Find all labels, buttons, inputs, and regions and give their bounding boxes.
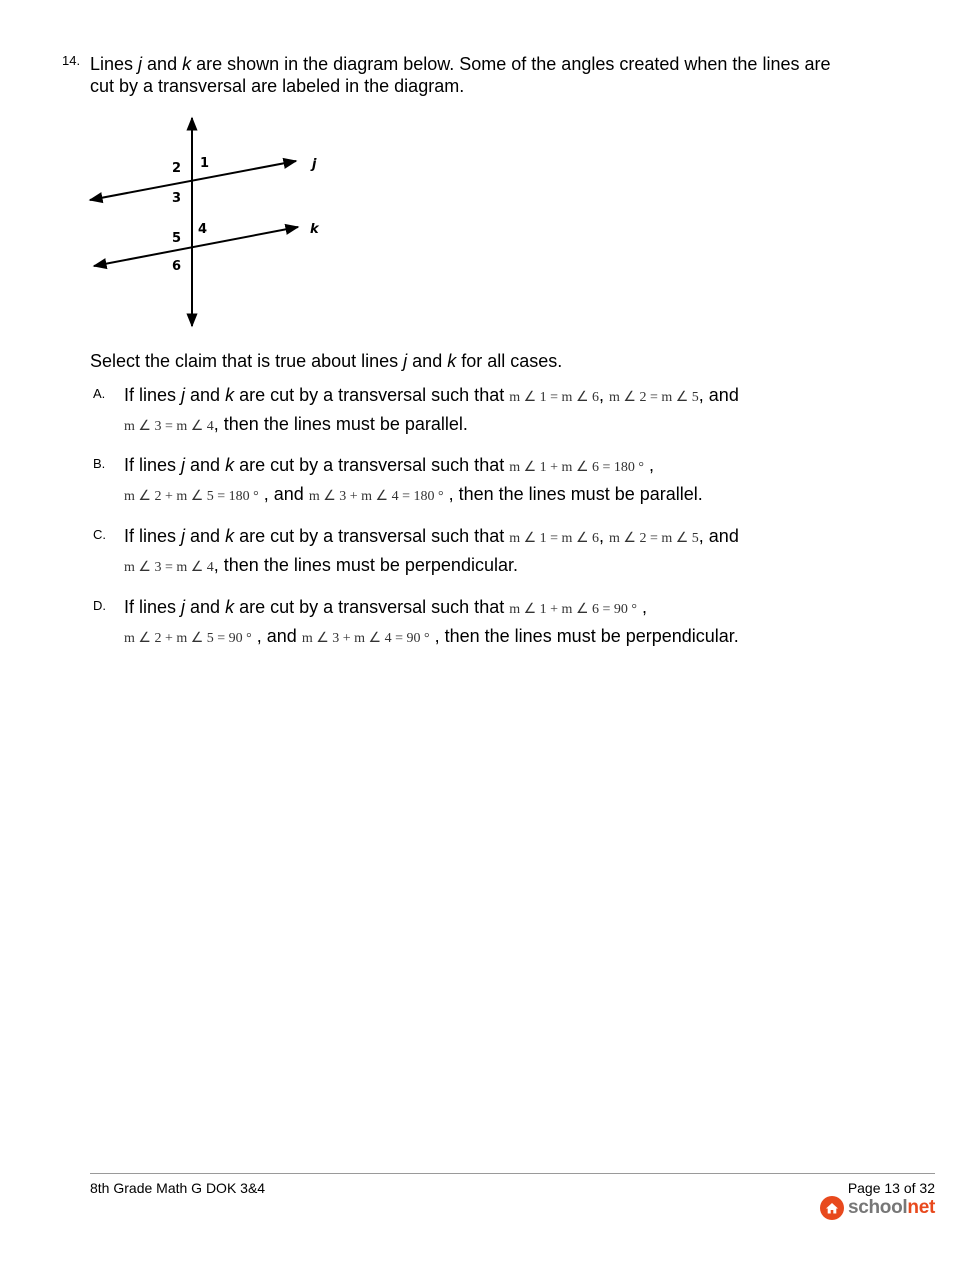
footer-divider [90, 1173, 935, 1174]
angle-label-1: 1 [200, 156, 210, 171]
question-stem: Lines j and k are shown in the diagram below. Some of the angles created when the lines are cut by a transversal are labeled in the diagram. [90, 54, 831, 96]
question-number: 14. [62, 53, 81, 68]
angle-label-4: 4 [198, 222, 208, 237]
option-b[interactable]: If lines j and k are cut by a transversal such that m ∠ 1 + m ∠ 6 = 180 ° , m ∠ 2 + m ∠ 5 = 180 ° , and m ∠ 3 + m ∠ 4 = 180 ° , then the lines must be parallel. [124, 455, 703, 504]
angle-label-5: 5 [172, 231, 182, 246]
angle-label-3: 3 [172, 191, 182, 206]
angle-label-6: 6 [172, 259, 182, 274]
footer-title: 8th Grade Math G DOK 3&4 [90, 1180, 266, 1196]
option-c[interactable]: If lines j and k are cut by a transversal such that m ∠ 1 = m ∠ 6, m ∠ 2 = m ∠ 5, and m ∠ 3 = m ∠ 4, then the lines must be perpendicular. [124, 526, 739, 575]
line-label-j: j [312, 157, 317, 172]
logo-text-school: school [847, 1197, 908, 1218]
option-d-letter: D. [93, 598, 106, 613]
option-b-letter: B. [93, 456, 106, 471]
logo-text-net: net [907, 1197, 935, 1218]
option-a[interactable]: If lines j and k are cut by a transversal such that m ∠ 1 = m ∠ 6, m ∠ 2 = m ∠ 5, and m ∠ 3 = m ∠ 4, then the lines must be parallel. [124, 385, 739, 434]
schoolnet-logo [820, 1196, 935, 1220]
house-icon [820, 1196, 844, 1220]
angle-label-2: 2 [172, 161, 182, 176]
question-prompt: Select the claim that is true about lines j and k for all cases. [90, 351, 563, 371]
option-c-letter: C. [93, 527, 106, 542]
option-d[interactable]: If lines j and k are cut by a transversal such that m ∠ 1 + m ∠ 6 = 90 ° , m ∠ 2 + m ∠ 5 = 90 ° , and m ∠ 3 + m ∠ 4 = 90 ° , then the lines must be perpendicular. [124, 597, 739, 646]
line-k [94, 227, 298, 266]
option-a-letter: A. [93, 386, 106, 401]
transversal-diagram [80, 112, 340, 334]
line-label-k: k [310, 222, 319, 237]
page-number: Page 13 of 32 [847, 1180, 935, 1196]
